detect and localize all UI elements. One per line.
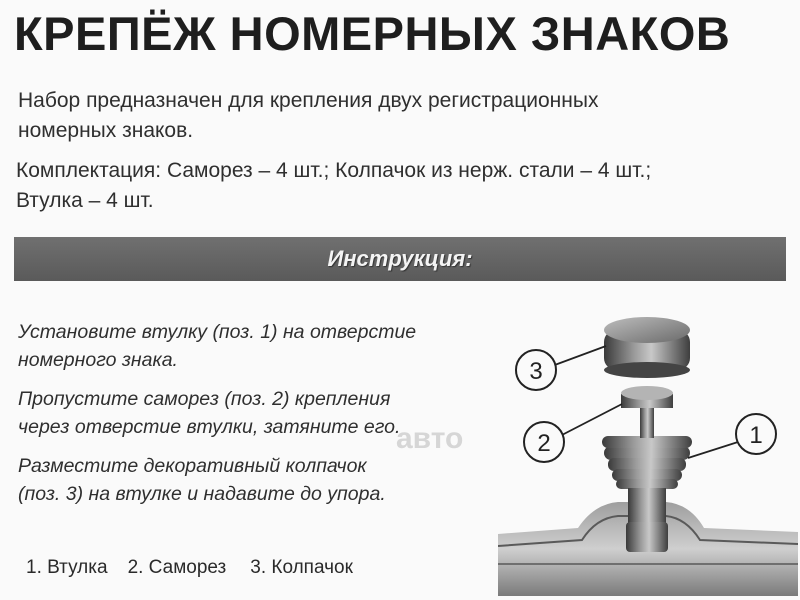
- intro-line-1: Набор предназначен для крепления двух регистрационных: [18, 89, 599, 112]
- instruction-steps: [18, 318, 518, 519]
- kit-contents: [16, 156, 791, 216]
- kit-line-1: Комплектация: Саморез – 4 шт.; Колпачок из нерж. стали – 4 шт.;: [16, 159, 652, 182]
- screw-part: [621, 386, 673, 438]
- step-2-line-2: через отверстие втулки, затяните его.: [18, 416, 401, 438]
- step-2-line-1: Пропустите саморез (поз. 2) крепления: [18, 388, 391, 410]
- cap-part: [604, 317, 690, 378]
- page-title: КРЕПЁЖ НОМЕРНЫХ ЗНАКОВ: [14, 7, 731, 60]
- step-1-line-2: номерного знака.: [18, 349, 178, 371]
- callout-cap-number: 3: [529, 358, 543, 385]
- legend-item-screw: 2. Саморез: [127, 557, 227, 578]
- assembly-diagram: [498, 296, 798, 596]
- step-3-line-1: Разместите декоративный колпачок: [18, 455, 367, 477]
- legend-item-cap: 3. Колпачок: [250, 557, 353, 578]
- step-1-line-1: Установите втулку (поз. 1) на отверстие: [18, 321, 417, 343]
- kit-line-2: Втулка – 4 шт.: [16, 189, 154, 212]
- watermark: авто: [396, 422, 464, 455]
- callout-screw-number: 2: [537, 430, 551, 457]
- instruction-banner: [14, 237, 786, 281]
- callout-bushing-number: 1: [749, 422, 763, 449]
- intro-line-2: номерных знаков.: [18, 119, 194, 142]
- parts-legend: [26, 557, 506, 579]
- legend-item-bushing: 1. Втулка: [26, 557, 108, 578]
- step-3: [18, 452, 518, 508]
- intro-text: [18, 86, 788, 146]
- step-3-line-2: (поз. 3) на втулке и надавите до упора.: [18, 483, 386, 505]
- step-1: [18, 318, 518, 374]
- callout-bushing: [688, 414, 776, 458]
- instruction-heading: Инструкция:: [327, 246, 473, 271]
- callout-cap: [516, 346, 606, 390]
